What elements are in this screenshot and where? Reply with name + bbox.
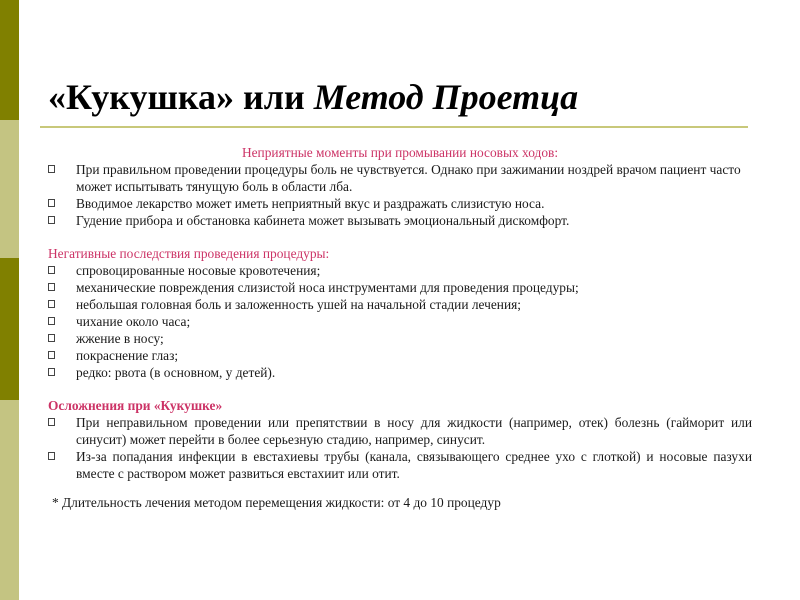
section-heading-complications: Осложнения при «Кукушке» <box>48 398 223 413</box>
list-item: Из-за попадания инфекции в евстахиевы трубы (канала, связывающего среднее ухо с глоткой) и носовые пазухи вместе с раствором может развиться евстахиит или отит. <box>48 448 752 482</box>
list-item: чихание около часа; <box>48 313 752 330</box>
discomfort-list <box>48 161 752 229</box>
spacer <box>48 229 752 245</box>
sidebar-stripe <box>0 400 19 600</box>
list-item: покраснение глаз; <box>48 347 752 364</box>
list-item: жжение в носу; <box>48 330 752 347</box>
sidebar-stripe <box>0 258 19 400</box>
consequences-list <box>48 262 752 381</box>
list-item: небольшая головная боль и заложенность ушей на начальной стадии лечения; <box>48 296 752 313</box>
sidebar-stripe <box>0 0 19 120</box>
list-item: Гудение прибора и обстановка кабинета может вызывать эмоциональный дискомфорт. <box>48 212 752 229</box>
slide-title <box>48 76 578 118</box>
list-item: При неправильном проведении или препятствии в носу для жидкости (например, отек) болезнь (гайморит или синусит) может перейти в более серьезную стадию, например, синусит. <box>48 414 752 448</box>
title-plain: «Кукушка» или <box>48 77 314 117</box>
sidebar-stripe <box>0 120 19 258</box>
slide-body <box>48 144 752 511</box>
list-item: Вводимое лекарство может иметь неприятный вкус и раздражать слизистую носа. <box>48 195 752 212</box>
decorative-sidebar <box>0 0 19 600</box>
section-heading-discomfort: Неприятные моменты при промывании носовых ходов: <box>241 145 559 160</box>
list-item: редко: рвота (в основном, у детей). <box>48 364 752 381</box>
title-divider <box>40 126 748 128</box>
footnote: * Длительность лечения методом перемещения жидкости: от 4 до 10 процедур <box>52 495 501 510</box>
title-italic: Метод Проетца <box>313 77 579 117</box>
section-heading-consequences: Негативные последствия проведения процедуры: <box>48 246 330 261</box>
list-item: механические повреждения слизистой носа инструментами для проведения процедуры; <box>48 279 752 296</box>
complications-list <box>48 414 752 482</box>
list-item: При правильном проведении процедуры боль не чувствуется. Однако при зажимании ноздрей врачом пациент часто может испытывать тянущую боль в области лба. <box>48 161 752 195</box>
spacer <box>48 381 752 397</box>
list-item: спровоцированные носовые кровотечения; <box>48 262 752 279</box>
